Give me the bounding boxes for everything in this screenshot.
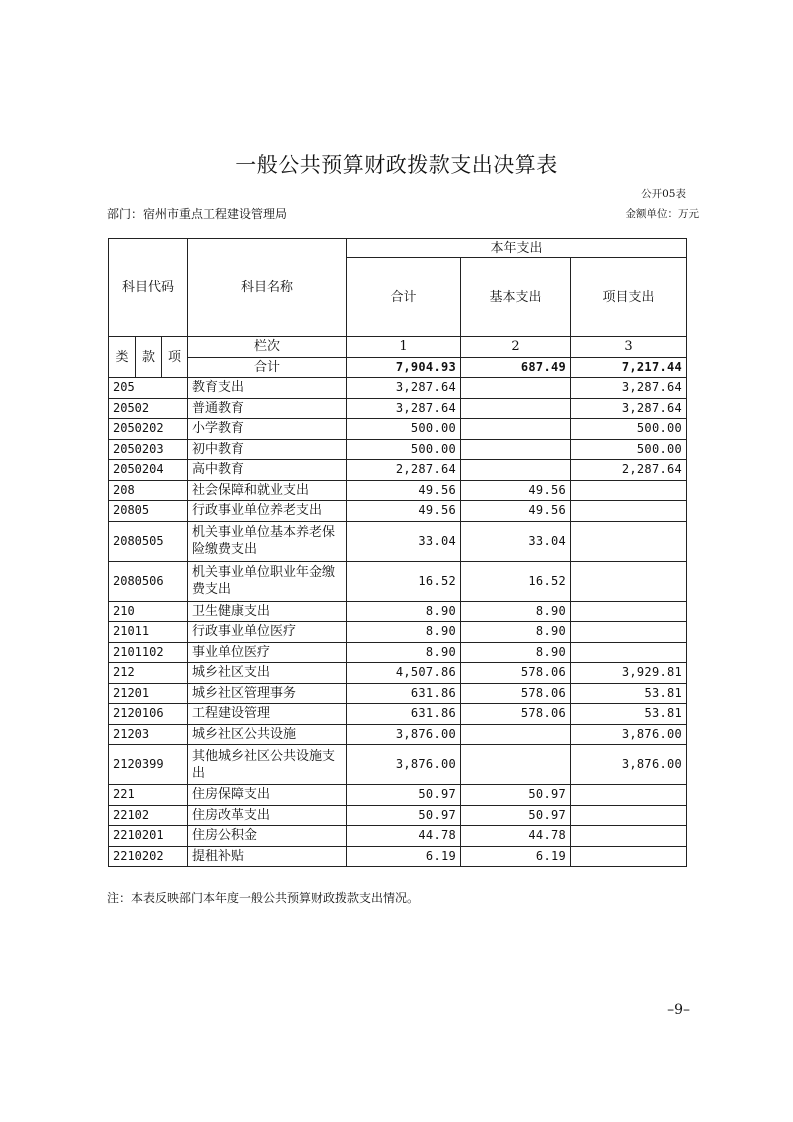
row-project: 3,876.00 xyxy=(571,745,687,785)
table-row xyxy=(109,805,687,826)
row-project: 53.81 xyxy=(571,683,687,704)
row-basic: 8.90 xyxy=(461,642,571,663)
row-basic: 44.78 xyxy=(461,826,571,847)
row-basic: 8.90 xyxy=(461,622,571,643)
row-name: 提租补贴 xyxy=(188,846,347,867)
row-project xyxy=(571,805,687,826)
row-code: 20805 xyxy=(109,501,188,522)
table-row xyxy=(109,745,687,785)
row-project: 3,929.81 xyxy=(571,663,687,684)
row-basic: 33.04 xyxy=(461,521,571,561)
row-basic: 6.19 xyxy=(461,846,571,867)
row-project: 53.81 xyxy=(571,704,687,725)
row-name: 教育支出 xyxy=(188,378,347,399)
index-row xyxy=(109,337,687,358)
table-row xyxy=(109,642,687,663)
expenditure-table xyxy=(108,238,687,867)
row-basic xyxy=(461,439,571,460)
row-project: 3,287.64 xyxy=(571,398,687,419)
row-basic: 49.56 xyxy=(461,480,571,501)
row-name: 住房公积金 xyxy=(188,826,347,847)
row-total: 2,287.64 xyxy=(347,460,461,481)
row-name: 行政事业单位医疗 xyxy=(188,622,347,643)
row-basic: 50.97 xyxy=(461,805,571,826)
row-project xyxy=(571,601,687,622)
unit-label: 金额单位：万元 xyxy=(625,208,699,220)
row-project: 3,876.00 xyxy=(571,724,687,745)
row-total: 3,876.00 xyxy=(347,724,461,745)
row-basic: 578.06 xyxy=(461,704,571,725)
total-label: 合计 xyxy=(188,357,347,378)
row-code: 2080505 xyxy=(109,521,188,561)
row-basic xyxy=(461,460,571,481)
row-project: 3,287.64 xyxy=(571,378,687,399)
index-2: 2 xyxy=(461,337,571,358)
row-code: 221 xyxy=(109,785,188,806)
row-name: 城乡社区管理事务 xyxy=(188,683,347,704)
table-row xyxy=(109,561,687,601)
row-total: 500.00 xyxy=(347,439,461,460)
table-row xyxy=(109,826,687,847)
row-code: 2120106 xyxy=(109,704,188,725)
table-row xyxy=(109,501,687,522)
row-basic xyxy=(461,398,571,419)
row-name: 社会保障和就业支出 xyxy=(188,480,347,501)
row-code: 2120399 xyxy=(109,745,188,785)
row-code: 205 xyxy=(109,378,188,399)
row-code: 2080506 xyxy=(109,561,188,601)
label-xiang: 项 xyxy=(162,337,188,378)
index-3: 3 xyxy=(571,337,687,358)
row-total: 8.90 xyxy=(347,622,461,643)
row-project: 2,287.64 xyxy=(571,460,687,481)
row-code: 21011 xyxy=(109,622,188,643)
row-total: 631.86 xyxy=(347,704,461,725)
row-project xyxy=(571,521,687,561)
form-number: 公开05表 xyxy=(641,188,686,200)
total-row xyxy=(109,357,687,378)
row-name: 机关事业单位基本养老保险缴费支出 xyxy=(188,521,347,561)
row-name: 高中教育 xyxy=(188,460,347,481)
header-project: 项目支出 xyxy=(571,258,687,337)
table-row xyxy=(109,622,687,643)
row-project xyxy=(571,785,687,806)
row-code: 21203 xyxy=(109,724,188,745)
row-code: 212 xyxy=(109,663,188,684)
row-total: 3,287.64 xyxy=(347,378,461,399)
page-title: 一般公共预算财政拨款支出决算表 xyxy=(235,153,558,177)
department-label: 部门：宿州市重点工程建设管理局 xyxy=(107,207,288,221)
row-total: 8.90 xyxy=(347,601,461,622)
row-name: 事业单位医疗 xyxy=(188,642,347,663)
row-basic: 50.97 xyxy=(461,785,571,806)
row-basic xyxy=(461,745,571,785)
row-code: 22102 xyxy=(109,805,188,826)
row-code: 2101102 xyxy=(109,642,188,663)
row-total: 3,287.64 xyxy=(347,398,461,419)
row-basic: 49.56 xyxy=(461,501,571,522)
row-code: 210 xyxy=(109,601,188,622)
row-code: 2050202 xyxy=(109,419,188,440)
row-total: 500.00 xyxy=(347,419,461,440)
table-row xyxy=(109,785,687,806)
row-basic: 578.06 xyxy=(461,663,571,684)
row-code: 2210202 xyxy=(109,846,188,867)
table-row xyxy=(109,439,687,460)
header-total: 合计 xyxy=(347,258,461,337)
row-total: 49.56 xyxy=(347,501,461,522)
table-row xyxy=(109,663,687,684)
row-basic xyxy=(461,378,571,399)
header-name: 科目名称 xyxy=(188,239,347,337)
table-row xyxy=(109,398,687,419)
index-1: 1 xyxy=(347,337,461,358)
row-name: 小学教育 xyxy=(188,419,347,440)
row-name: 初中教育 xyxy=(188,439,347,460)
table-row xyxy=(109,601,687,622)
footnote: 注：本表反映部门本年度一般公共预算财政拨款支出情况。 xyxy=(107,891,420,905)
row-total: 50.97 xyxy=(347,805,461,826)
table-row xyxy=(109,846,687,867)
row-code: 2050204 xyxy=(109,460,188,481)
total-project: 7,217.44 xyxy=(571,357,687,378)
table-row xyxy=(109,683,687,704)
table-row xyxy=(109,724,687,745)
row-basic: 16.52 xyxy=(461,561,571,601)
row-total: 6.19 xyxy=(347,846,461,867)
row-project xyxy=(571,622,687,643)
row-project xyxy=(571,561,687,601)
row-project xyxy=(571,826,687,847)
row-project xyxy=(571,501,687,522)
row-basic xyxy=(461,419,571,440)
row-project: 500.00 xyxy=(571,439,687,460)
row-name: 其他城乡社区公共设施支出 xyxy=(188,745,347,785)
row-name: 普通教育 xyxy=(188,398,347,419)
table-row xyxy=(109,704,687,725)
label-kuan: 款 xyxy=(136,337,162,378)
row-code: 208 xyxy=(109,480,188,501)
table-row xyxy=(109,378,687,399)
row-project xyxy=(571,480,687,501)
row-name: 住房保障支出 xyxy=(188,785,347,806)
table-row xyxy=(109,460,687,481)
header-group: 本年支出 xyxy=(347,239,687,258)
row-name: 工程建设管理 xyxy=(188,704,347,725)
row-total: 49.56 xyxy=(347,480,461,501)
header-row-1 xyxy=(109,239,687,258)
row-name: 住房改革支出 xyxy=(188,805,347,826)
label-lei: 类 xyxy=(109,337,136,378)
row-code: 20502 xyxy=(109,398,188,419)
row-name: 行政事业单位养老支出 xyxy=(188,501,347,522)
table-row xyxy=(109,480,687,501)
row-name: 卫生健康支出 xyxy=(188,601,347,622)
row-total: 4,507.86 xyxy=(347,663,461,684)
row-code: 21201 xyxy=(109,683,188,704)
label-lanci: 栏次 xyxy=(188,337,347,358)
row-name: 城乡社区公共设施 xyxy=(188,724,347,745)
header-basic: 基本支出 xyxy=(461,258,571,337)
row-code: 2210201 xyxy=(109,826,188,847)
row-name: 城乡社区支出 xyxy=(188,663,347,684)
row-project: 500.00 xyxy=(571,419,687,440)
row-total: 631.86 xyxy=(347,683,461,704)
row-total: 44.78 xyxy=(347,826,461,847)
header-code: 科目代码 xyxy=(109,239,188,337)
total-basic: 687.49 xyxy=(461,357,571,378)
row-project xyxy=(571,846,687,867)
row-total: 50.97 xyxy=(347,785,461,806)
total-sum: 7,904.93 xyxy=(347,357,461,378)
row-name: 机关事业单位职业年金缴费支出 xyxy=(188,561,347,601)
row-code: 2050203 xyxy=(109,439,188,460)
row-total: 33.04 xyxy=(347,521,461,561)
row-total: 3,876.00 xyxy=(347,745,461,785)
page-number: –9– xyxy=(667,1002,690,1018)
row-basic: 578.06 xyxy=(461,683,571,704)
row-basic: 8.90 xyxy=(461,601,571,622)
table-row xyxy=(109,419,687,440)
row-project xyxy=(571,642,687,663)
row-total: 8.90 xyxy=(347,642,461,663)
table-row xyxy=(109,521,687,561)
row-basic xyxy=(461,724,571,745)
row-total: 16.52 xyxy=(347,561,461,601)
